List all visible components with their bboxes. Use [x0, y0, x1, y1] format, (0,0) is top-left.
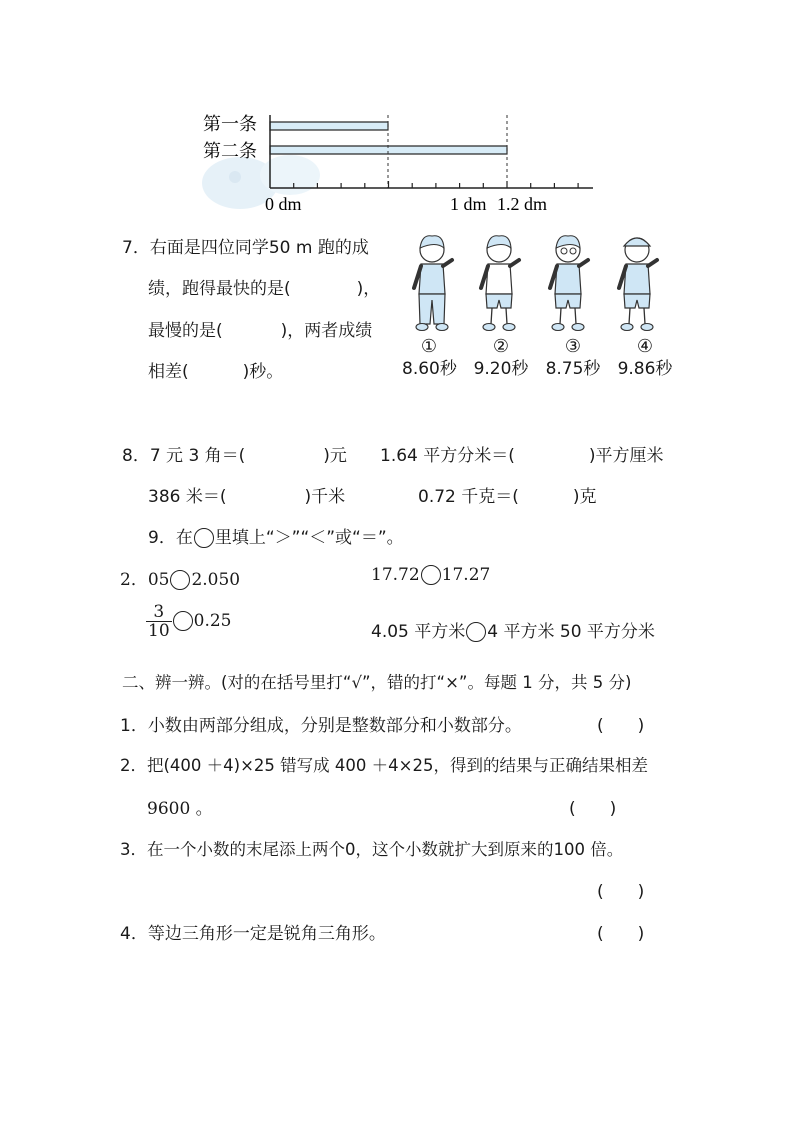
q7-line2-a: 绩，跑得最快的是( — [148, 279, 291, 299]
label-second: 第二条 — [203, 141, 257, 161]
judge-item-2: 2．把(400 ＋4)×25 错写成 400 ＋4×25，得到的结果与正确结果相差 — [120, 756, 648, 775]
kid-number-4: ④ — [636, 336, 654, 357]
kid-time-2: 9.20秒 — [473, 359, 529, 379]
kid-number-3: ③ — [564, 336, 582, 357]
tick-label-1: 1 dm — [450, 194, 487, 214]
q7-line3-a: 最慢的是( — [148, 321, 223, 341]
q7-line4 — [148, 357, 283, 382]
ruler-figure — [195, 105, 605, 220]
q9-row1-left — [120, 565, 240, 590]
q9-c-right: 0.25 — [193, 611, 232, 631]
fraction-denominator: 10 — [148, 621, 170, 641]
watermark-icon — [202, 155, 320, 209]
judge-item-2-cont: 9600 。 — [147, 799, 213, 819]
fraction — [146, 603, 172, 640]
kid-time-3: 8.75秒 — [545, 359, 601, 379]
answer-circle-b[interactable] — [421, 565, 441, 585]
q9-row2-left — [146, 603, 232, 640]
answer-circle-c[interactable] — [173, 611, 193, 631]
q8-d-post: )克 — [572, 487, 597, 507]
q9-post: 里填上“＞”“＜”或“＝”。 — [214, 528, 404, 548]
q9-row1-right — [371, 565, 490, 585]
judge-item-3: 3．在一个小数的末尾添上两个0，这个小数就扩大到原来的100 倍。 — [120, 840, 624, 859]
q9-d-right: 4 平方米 50 平方分米 — [487, 622, 655, 642]
kid-figure-3 — [550, 236, 588, 331]
q9-b-right: 17.27 — [441, 565, 491, 585]
q8-d-pre: 0.72 千克＝( — [418, 487, 519, 507]
answer-circle-d[interactable] — [466, 622, 486, 642]
q8-row2-right — [418, 482, 597, 507]
judge-item-1: 1．小数由两部分组成，分别是整数部分和小数部分。 — [120, 716, 522, 736]
q8-row1-right — [380, 441, 664, 466]
q9-b-left: 17.72 — [371, 565, 420, 585]
q9-a-left: 2．05 — [120, 570, 170, 590]
judge-paren-1[interactable]: ( ) — [597, 716, 645, 736]
q8-b-post: )平方厘米 — [588, 446, 664, 466]
q9-a-right: 2.050 — [191, 570, 241, 590]
q9-pre: 9．在 — [148, 528, 193, 548]
q8-row2-left — [148, 482, 345, 507]
q9-row2-right — [371, 617, 655, 642]
compare-circle-icon — [194, 528, 214, 548]
kid-time-4: 9.86秒 — [617, 359, 673, 379]
q7-line1: 7．右面是四位同学50 m 跑的成 — [122, 238, 369, 258]
q7-line4-a: 相差( — [148, 362, 189, 382]
judge-paren-4[interactable]: ( ) — [597, 924, 645, 944]
fraction-numerator: 3 — [146, 603, 172, 622]
q9-d-left: 4.05 平方米 — [371, 622, 466, 642]
section2-title: 二、辨一辨。(对的在括号里打“√”，错的打“×”。每题 1 分，共 5 分) — [122, 673, 632, 692]
q8-row1-left — [122, 441, 347, 466]
q7-line2-b: )， — [356, 279, 381, 299]
kid-time-1: 8.60秒 — [402, 359, 457, 379]
q8-c-post: )千米 — [304, 487, 346, 507]
ruler-ticks — [294, 181, 578, 188]
kid-number-1: ① — [420, 336, 438, 357]
kid-label-3 — [543, 336, 603, 380]
judge-paren-2[interactable]: ( ) — [569, 799, 617, 819]
q7-line3-b: )，两者成绩 — [280, 321, 373, 341]
q9-instruction — [148, 523, 404, 548]
kid-label-2 — [471, 336, 531, 380]
q7-line2 — [148, 274, 380, 299]
ruler-svg — [195, 105, 605, 220]
kid-figure-1 — [414, 236, 452, 331]
kid-figure-4 — [619, 238, 657, 331]
q8-a-post: )元 — [323, 446, 347, 466]
kid-number-2: ② — [492, 336, 510, 357]
q7-line3 — [148, 316, 372, 341]
kid-label-4 — [614, 336, 676, 380]
q7-line4-b: )秒。 — [242, 362, 284, 382]
judge-paren-3[interactable]: ( ) — [597, 882, 645, 902]
answer-circle-a[interactable] — [170, 570, 190, 590]
kid-label-1 — [402, 336, 456, 380]
kid-figure-2 — [481, 236, 519, 331]
bar-1 — [270, 122, 388, 130]
q8-a-pre: 8．7 元 3 角＝( — [122, 446, 246, 466]
q8-c-pre: 386 米＝( — [148, 487, 227, 507]
label-first: 第一条 — [203, 114, 257, 134]
tick-label-0: 0 dm — [265, 194, 302, 214]
judge-item-4: 4．等边三角形一定是锐角三角形。 — [120, 924, 386, 944]
q8-b-pre: 1.64 平方分米＝( — [380, 446, 515, 466]
tick-label-1.2: 1.2 dm — [497, 194, 548, 214]
